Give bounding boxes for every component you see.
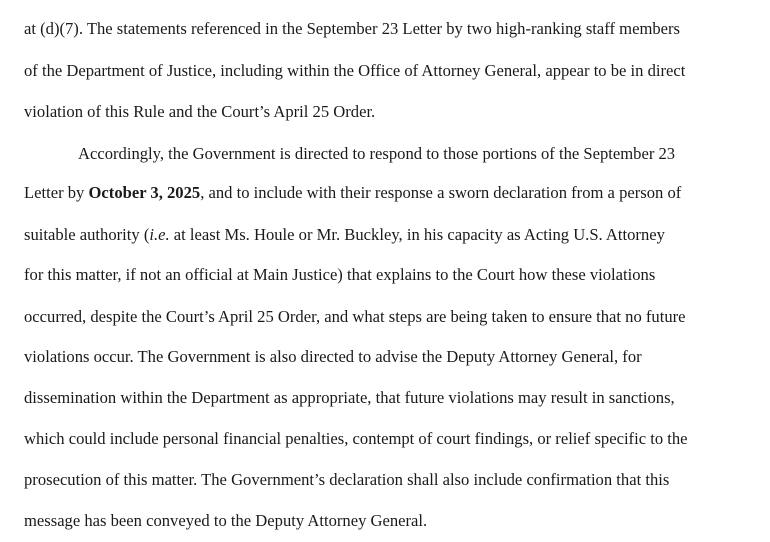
text-line: prosecution of this matter. The Government’s declaration shall also include confirmation that this — [24, 470, 670, 489]
text-line: which could include personal financial penalties, contempt of court findings, or relief specific to the — [24, 429, 688, 448]
text-run: at least Ms. Houle or Mr. Buckley, in his capacity as Acting U.S. Attorney — [169, 225, 665, 244]
text-line: violation of this Rule and the Court’s April 25 Order. — [24, 102, 376, 121]
italic-ie: i.e. — [149, 225, 170, 244]
text-line: at (d)(7). The statements referenced in the September 23 Letter by two high-ranking staff members — [24, 19, 680, 38]
text-line: violations occur. The Government is also directed to advise the Deputy Attorney General, for — [24, 347, 642, 366]
text-line: message has been conveyed to the Deputy Attorney General. — [24, 511, 428, 530]
text-run: suitable authority ( — [24, 225, 150, 244]
text-line: dissemination within the Department as appropriate, that future violations may result in sanctions, — [24, 388, 675, 407]
deadline-date: October 3, 2025 — [88, 183, 201, 202]
text-line: of the Department of Justice, including within the Office of Attorney General, appear to be in direct — [24, 61, 686, 80]
text-line: Accordingly, the Government is directed to respond to those portions of the September 23 — [78, 144, 676, 163]
text-run: , and to include with their response a sworn declaration from a person of — [200, 183, 682, 202]
text-line — [24, 227, 665, 244]
text-line: for this matter, if not an official at Main Justice) that explains to the Court how these violations — [24, 265, 656, 284]
text-line: occurred, despite the Court’s April 25 Order, and what steps are being taken to ensure that no future — [24, 307, 686, 326]
text-run: Letter by — [24, 183, 89, 202]
text-line — [24, 185, 681, 202]
